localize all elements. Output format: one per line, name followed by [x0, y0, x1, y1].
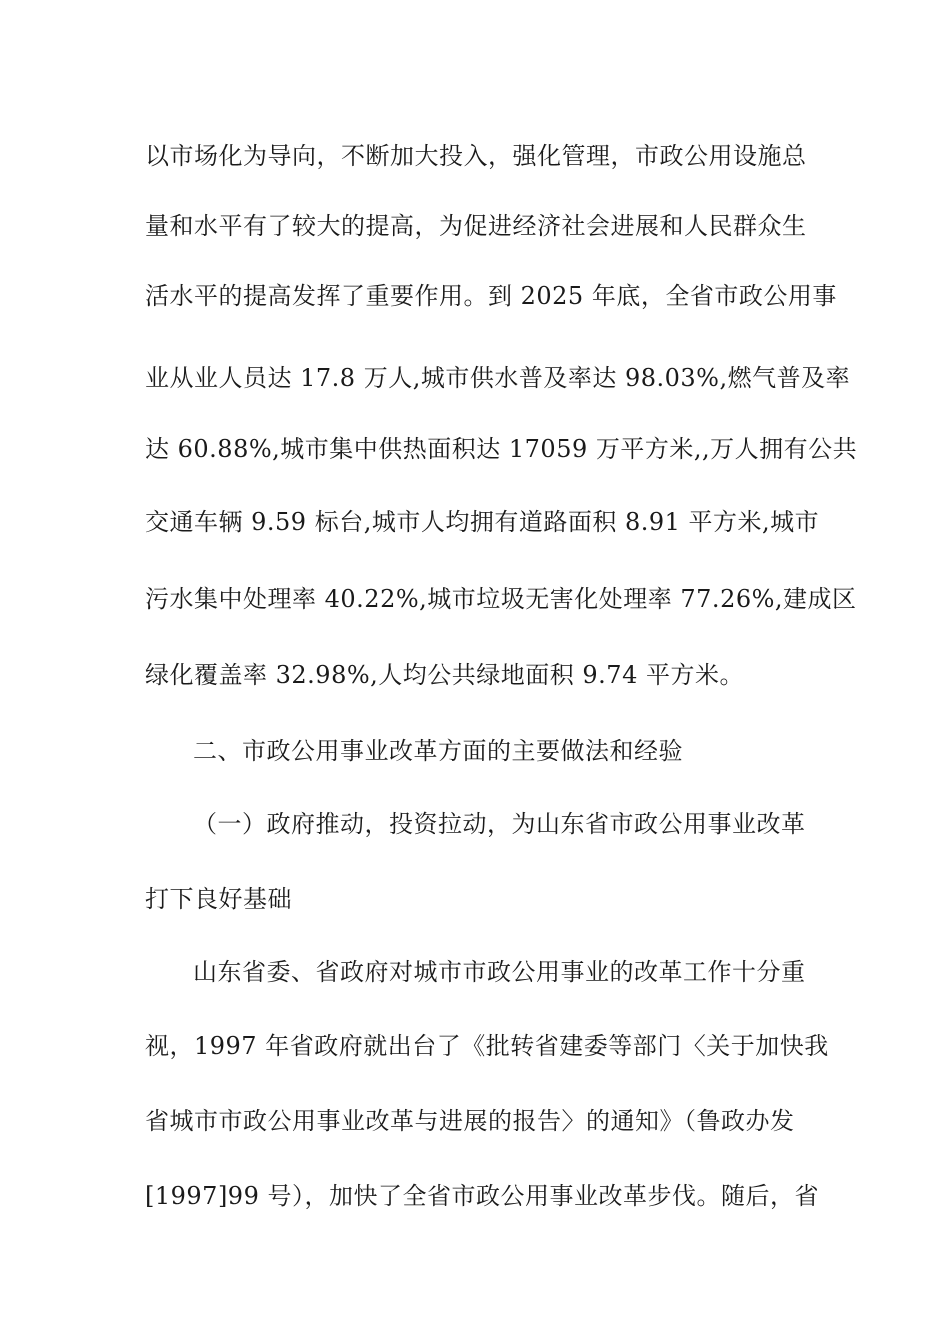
section-heading: 二、市政公用事业改革方面的主要做法和经验	[193, 737, 683, 765]
paragraph-line: 省城市市政公用事业改革与进展的报告〉的通知》（鲁政办发	[145, 1107, 795, 1135]
paragraph-line: 山东省委、省政府对城市市政公用事业的改革工作十分重	[193, 958, 806, 986]
paragraph-line: 污水集中处理率 40.22%,城市垃圾无害化处理率 77.26%,建成区	[145, 585, 857, 613]
paragraph-line: 以市场化为导向，不断加大投入，强化管理，市政公用设施总	[145, 142, 807, 170]
paragraph-line: 业从业人员达 17.8 万人,城市供水普及率达 98.03%,燃气普及率	[145, 364, 851, 392]
paragraph-line: 达 60.88%,城市集中供热面积达 17059 万平方米,,万人拥有公共	[145, 435, 858, 463]
paragraph-line: 活水平的提高发挥了重要作用。到 2025 年底，全省市政公用事	[145, 282, 837, 310]
paragraph-line: 量和水平有了较大的提高，为促进经济社会进展和人民群众生	[145, 212, 807, 240]
paragraph-line: [1997]99 号），加快了全省市政公用事业改革步伐。随后，省	[145, 1182, 819, 1210]
paragraph-line: 绿化覆盖率 32.98%,人均公共绿地面积 9.74 平方米。	[145, 661, 744, 689]
subsection-heading: （一）政府推动，投资拉动，为山东省市政公用事业改革	[193, 810, 806, 838]
paragraph-line: 交通车辆 9.59 标台,城市人均拥有道路面积 8.91 平方米,城市	[145, 508, 820, 536]
paragraph-line: 视，1997 年省政府就出台了《批转省建委等部门〈关于加快我	[145, 1032, 829, 1060]
subsection-heading-continuation: 打下良好基础	[145, 885, 292, 913]
